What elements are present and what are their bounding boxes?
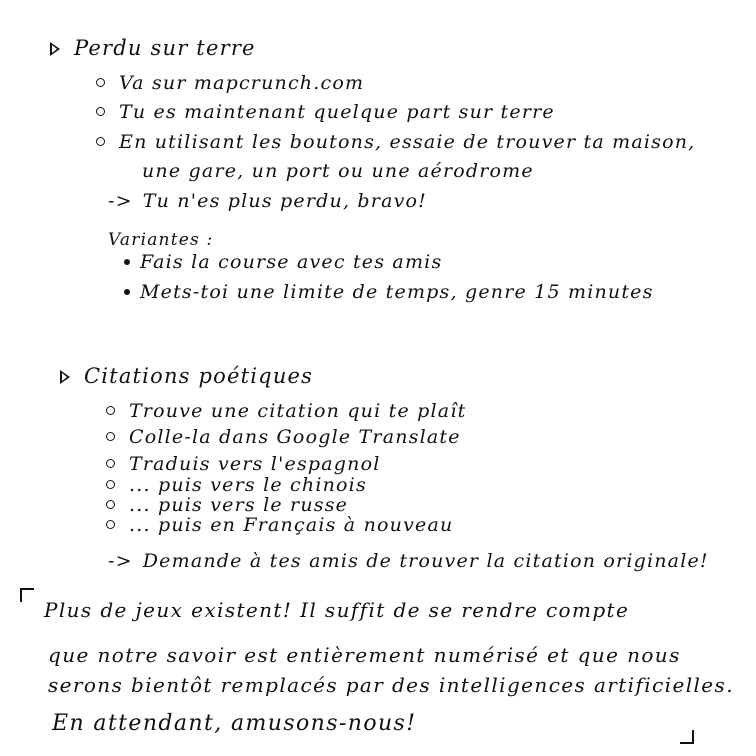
corner-bracket-top-left-icon — [20, 588, 34, 602]
triangle-bullet-icon — [60, 370, 70, 384]
variant-item — [124, 253, 442, 272]
triangle-bullet-icon — [50, 42, 60, 56]
section1-step — [96, 74, 364, 93]
section1-result-text: Tu n'es plus perdu, bravo! — [142, 190, 428, 212]
corner-bracket-bottom-right-icon — [680, 730, 694, 744]
section2-result-text: Demande à tes amis de trouver la citation originale! — [142, 550, 709, 572]
circle-bullet-icon — [106, 500, 115, 509]
closing-line-text: En attendant, amusons-nous! — [52, 711, 417, 736]
section2-step — [106, 428, 461, 447]
variant-item-text: Fais la course avec tes amis — [140, 251, 443, 273]
section2-step — [106, 516, 453, 535]
variant-item — [124, 283, 654, 302]
circle-bullet-icon — [96, 107, 105, 116]
section1-step — [96, 103, 555, 122]
closing-line — [52, 713, 417, 735]
section1-step-text: En utilisant les boutons, essaie de trouver ta maison, — [119, 131, 696, 153]
section2-step — [106, 476, 367, 495]
section2-step-text: ... puis en Français à nouveau — [129, 514, 454, 536]
circle-bullet-icon — [106, 520, 115, 529]
circle-bullet-icon — [106, 432, 115, 441]
section2-step — [106, 455, 381, 474]
arrow-icon: -> — [108, 550, 133, 572]
circle-bullet-icon — [106, 480, 115, 489]
section2-step-text: Traduis vers l'espagnol — [129, 453, 381, 475]
arrow-icon: -> — [108, 190, 133, 212]
section1-step-continuation — [142, 162, 534, 181]
section2-step — [106, 496, 348, 515]
section2-step-text: ... puis vers le russe — [129, 494, 349, 516]
closing-line — [48, 675, 734, 695]
section1-title-text: Perdu sur terre — [74, 36, 256, 60]
section2-step-text: ... puis vers le chinois — [129, 474, 367, 496]
circle-bullet-icon — [106, 406, 115, 415]
section1-step-text: une gare, un port ou une aérodrome — [142, 160, 534, 182]
section2-result — [108, 552, 709, 571]
section2-step — [106, 402, 466, 421]
variant-item-text: Mets-toi une limite de temps, genre 15 minutes — [140, 281, 654, 303]
closing-line-text: serons bientôt remplacés par des intelligences artificielles. — [48, 673, 734, 697]
section1-step-text: Tu es maintenant quelque part sur terre — [119, 101, 555, 123]
section2-title-text: Citations poétiques — [84, 364, 314, 388]
dot-bullet-icon — [124, 259, 130, 265]
circle-bullet-icon — [96, 137, 105, 146]
closing-line-text: Plus de jeux existent! Il suffit de se rendre compte — [44, 598, 630, 622]
section2-title — [60, 366, 313, 387]
closing-line-text: que notre savoir est entièrement numérisé et que nous — [48, 643, 681, 667]
section1-title — [50, 38, 256, 59]
closing-line — [44, 600, 629, 620]
dot-bullet-icon — [124, 289, 130, 295]
circle-bullet-icon — [106, 459, 115, 468]
section2-step-text: Trouve une citation qui te plaît — [129, 400, 467, 422]
section1-step — [96, 133, 695, 152]
closing-line — [48, 645, 681, 665]
variants-label — [108, 232, 213, 249]
section2-step-text: Colle-la dans Google Translate — [129, 426, 461, 448]
section1-result — [108, 192, 427, 211]
circle-bullet-icon — [96, 78, 105, 87]
variants-label-text: Variantes : — [108, 230, 214, 250]
section1-step-text: Va sur mapcrunch.com — [119, 72, 365, 94]
